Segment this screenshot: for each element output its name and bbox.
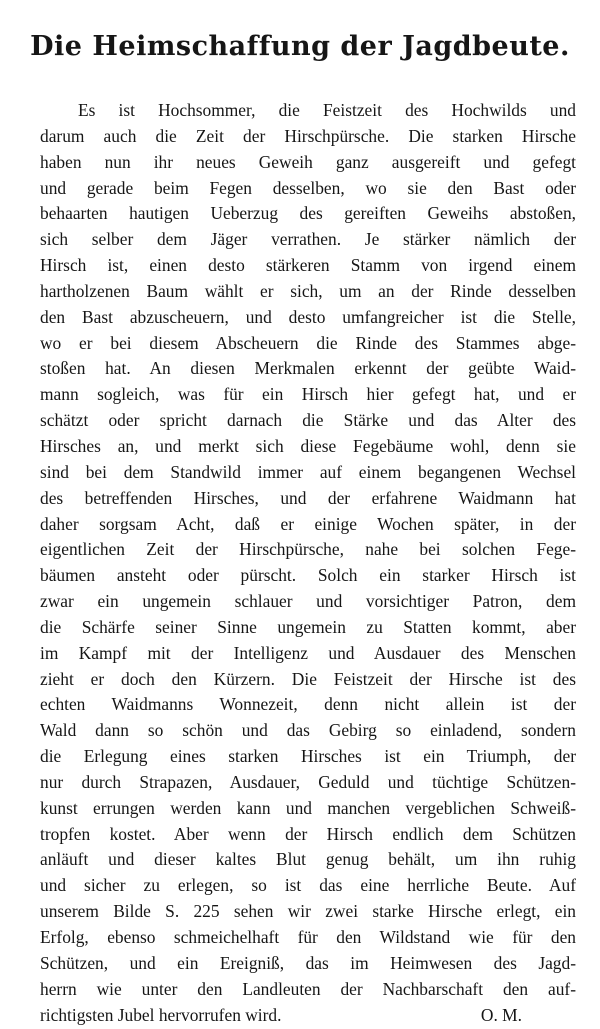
- text-line: des betreffenden Hirsches, und der erfahrene Waidmann hat: [40, 487, 576, 508]
- text-line: darum auch die Zeit der Hirschpürsche. Die starken Hirsche: [40, 125, 576, 146]
- text-line: tropfen kostet. Aber wenn der Hirsch endlich dem Schützen: [40, 823, 576, 844]
- text-line: anläuft und dieser kaltes Blut genug behält, um ihn ruhig: [40, 849, 576, 870]
- text-line: haben nun ihr neues Geweih ganz ausgereift und gefegt: [40, 151, 576, 172]
- text-line: mann sogleich, was für ein Hirsch hier gefegt hat, und er: [40, 384, 576, 405]
- text-line: zwar ein ungemein schlauer und vorsichtiger Patron, dem: [40, 591, 576, 612]
- text-line: und sicher zu erlegen, so ist das eine herrliche Beute. Auf: [40, 875, 576, 896]
- text-line: Es ist Hochsommer, die Feistzeit des Hochwilds und: [78, 100, 576, 120]
- text-line: zieht er doch den Kürzern. Die Feistzeit der Hirsche ist des: [40, 668, 576, 689]
- text-line: sich selber dem Jäger verrathen. Je stärker nämlich der: [40, 229, 576, 250]
- text-line: hartholzenen Baum wählt er sich, um an der Rinde desselben: [40, 280, 576, 301]
- text-line: Hirsch ist, einen desto stärkeren Stamm von irgend einem: [40, 255, 576, 276]
- text-line: stoßen hat. An diesen Merkmalen erkennt der geübte Waid-: [40, 358, 576, 379]
- text-line: wo er bei diesem Abscheuern die Rinde des Stammes abge-: [40, 332, 576, 353]
- text-line: nur durch Strapazen, Ausdauer, Geduld und tüchtige Schützen-: [40, 771, 576, 792]
- text-line: daher sorgsam Acht, daß er einige Wochen später, in der: [40, 513, 576, 534]
- text-line: Hirsches an, und merkt sich diese Fegebäume wohl, denn sie: [40, 435, 576, 456]
- text-line: und gerade beim Fegen desselben, wo sie den Bast oder: [40, 177, 576, 198]
- text-line: richtigsten Jubel hervorrufen wird.: [40, 1004, 282, 1025]
- text-line: unserem Bilde S. 225 sehen wir zwei starke Hirsche erlegt, ein: [40, 901, 576, 922]
- text-line: Wald dann so schön und das Gebirg so einladend, sondern: [40, 720, 576, 741]
- text-line: bäumen ansteht oder pürscht. Solch ein starker Hirsch ist: [40, 565, 576, 586]
- text-line: herrn wie unter den Landleuten der Nachbarschaft den auf-: [40, 978, 576, 999]
- article-body: [40, 98, 576, 1028]
- text-line: eigentlichen Zeit der Hirschpürsche, nahe bei solchen Fege-: [40, 539, 576, 560]
- text-line: die Schärfe seiner Sinne ungemein zu Statten kommt, aber: [40, 616, 576, 637]
- text-line: Schützen, und ein Ereigniß, das im Heimwesen des Jagd-: [40, 952, 576, 973]
- text-line: schätzt oder spricht darnach die Stärke und das Alter des: [40, 410, 576, 431]
- text-line: behaarten hautigen Ueberzug des gereiften Geweihs abstoßen,: [40, 203, 576, 224]
- text-line: im Kampf mit der Intelligenz und Ausdauer des Menschen: [40, 642, 576, 663]
- text-line: kunst errungen werden kann und manchen vergeblichen Schweiß-: [40, 797, 576, 818]
- text-line: die Erlegung eines starken Hirsches ist ein Triumph, der: [40, 746, 576, 767]
- text-line: sind bei dem Standwild immer auf einem begangenen Wechsel: [40, 461, 576, 482]
- author-signature: O. M.: [480, 1004, 522, 1025]
- text-line: den Bast abzuscheuern, und desto umfangreicher ist die Stelle,: [40, 306, 576, 327]
- text-line: Erfolg, ebenso schmeichelhaft für den Wildstand wie für den: [40, 927, 576, 947]
- text-line: echten Waidmanns Wonnezeit, denn nicht allein ist der: [40, 694, 576, 715]
- article-title: Die Heimschaffung der Jagdbeute.: [30, 31, 570, 62]
